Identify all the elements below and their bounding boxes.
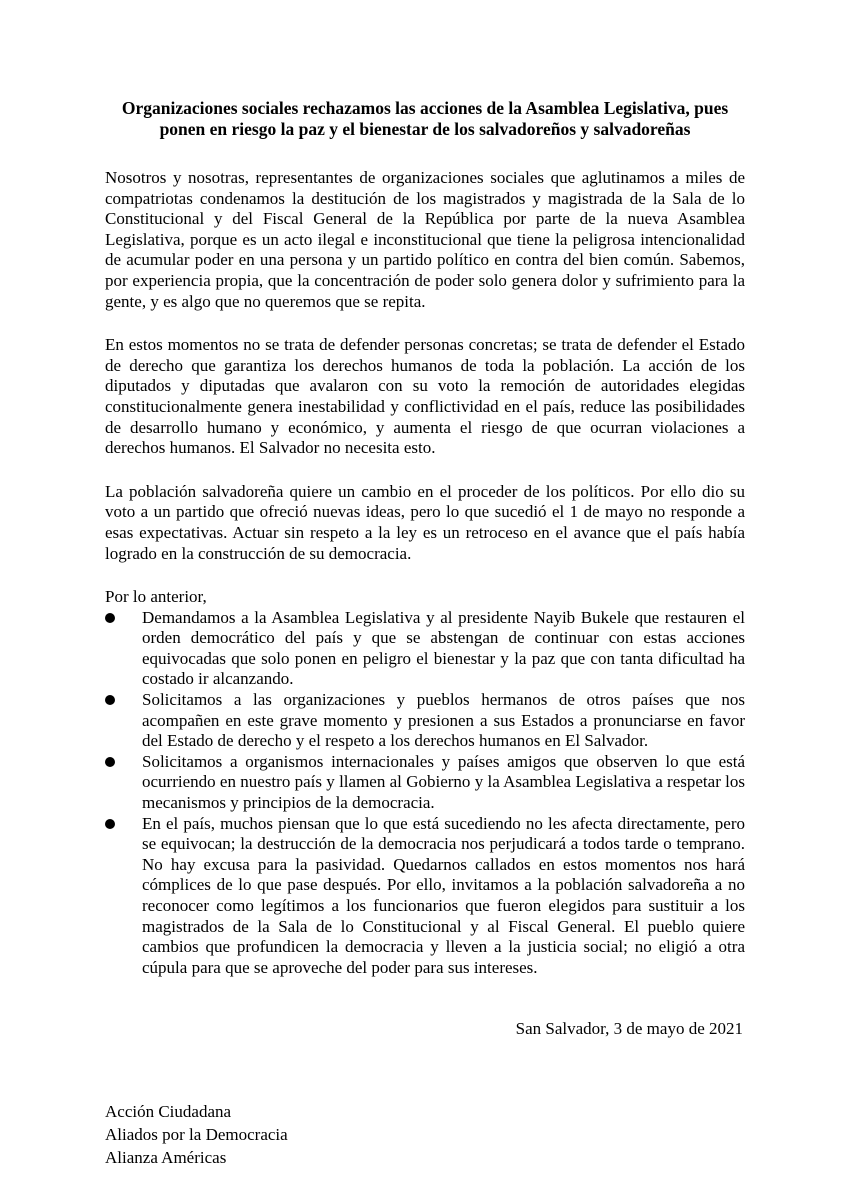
list-item-text: Solicitamos a las organizaciones y pueblos hermanos de otros países que nos acompañen en este grave momento y presionen a sus Estados a pronunciarse en favor del Estado de derecho y el respeto a los derechos humanos en El Salvador. xyxy=(142,690,745,751)
list-item xyxy=(105,814,745,979)
signatories-list xyxy=(105,1100,745,1169)
list-item xyxy=(105,752,745,814)
paragraph-2: En estos momentos no se trata de defender personas concretas; se trata de defender el Estado de derecho que garantiza los derechos humanos de toda la población. La acción de los diputados y diputadas que avalaron con su voto la remoción de autoridades elegidas constitucionalmente genera inestabilidad y conflictividad en el país, reduce las posibilidades de desarrollo humano y económico, y aumenta el riesgo de que ocurran violaciones a derechos humanos. El Salvador no necesita esto. xyxy=(105,335,745,458)
list-item-text: Demandamos a la Asamblea Legislativa y al presidente Nayib Bukele que restauren el orden democrático del país y que se abstengan de continuar con estas acciones equivocadas que solo ponen en peligro el bienestar y la paz que con tanta dificultad ha costado ir alcanzando. xyxy=(142,607,745,689)
list-item xyxy=(105,690,745,752)
bullet-icon xyxy=(105,819,115,829)
demands-list xyxy=(105,608,745,979)
signatory: Acción Ciudadana xyxy=(105,1101,232,1121)
list-item-text: En el país, muchos piensan que lo que está sucediendo no les afecta directamente, pero se equivocan; la destrucción de la democracia nos perjudicará a todos tarde o temprano. No hay excusa para la pasividad. Quedarnos callados en estos momentos nos hará cómplices de lo que pase después. Por ello, invitamos a la población salvadoreña a no reconocer como legítimos a los funcionarios que fueron elegidos para sustituir a los magistrados de la Sala de lo Constitucional y al Fiscal General. El pueblo quiere cambios que profundicen la democracia y lleven a la justicia social; no eligió a otra cúpula para que se aproveche del poder para sus intereses. xyxy=(142,813,745,977)
bullet-icon xyxy=(105,757,115,767)
document-title: Organizaciones sociales rechazamos las acciones de la Asamblea Legislativa, pues ponen en riesgo la paz y el bienestar de los salvadoreños y salvadoreñas xyxy=(121,98,729,139)
paragraph-3: La población salvadoreña quiere un cambio en el proceder de los políticos. Por ello dio su voto a un partido que ofreció nuevas ideas, pero lo que sucedió el 1 de mayo no responde a esas expectativas. Actuar sin respeto a la ley es un retroceso en el avance que el país había logrado en la construcción de su democracia. xyxy=(105,481,745,563)
signatory: Alianza Américas xyxy=(105,1147,227,1167)
paragraph-1: Nosotros y nosotras, representantes de organizaciones sociales que aglutinamos a miles de compatriotas condenamos la destitución de los magistrados y magistrada de la Sala de lo Constitucional y del Fiscal General de la República por parte de la nueva Asamblea Legislativa, porque es un acto ilegal e inconstitucional que tiene la peligrosa intencionalidad de acumular poder en una persona y un partido político en contra del bien común. Sabemos, por experiencia propia, que la concentración de poder solo genera dolor y sufrimiento para la gente, y es algo que no queremos que se repita. xyxy=(105,168,745,311)
signatory: Aliados por la Democracia xyxy=(105,1124,288,1144)
bullet-icon xyxy=(105,613,115,623)
bullet-icon xyxy=(105,695,115,705)
document-page xyxy=(105,98,745,1169)
list-item xyxy=(105,608,745,690)
date-line: San Salvador, 3 de mayo de 2021 xyxy=(515,1019,743,1039)
list-item-text: Solicitamos a organismos internacionales y países amigos que observen lo que está ocurriendo en nuestro país y llamen al Gobierno y la Asamblea Legislativa a respetar los mecanismos y principios de la democracia. xyxy=(142,751,745,813)
bullets-intro: Por lo anterior, xyxy=(105,587,207,607)
